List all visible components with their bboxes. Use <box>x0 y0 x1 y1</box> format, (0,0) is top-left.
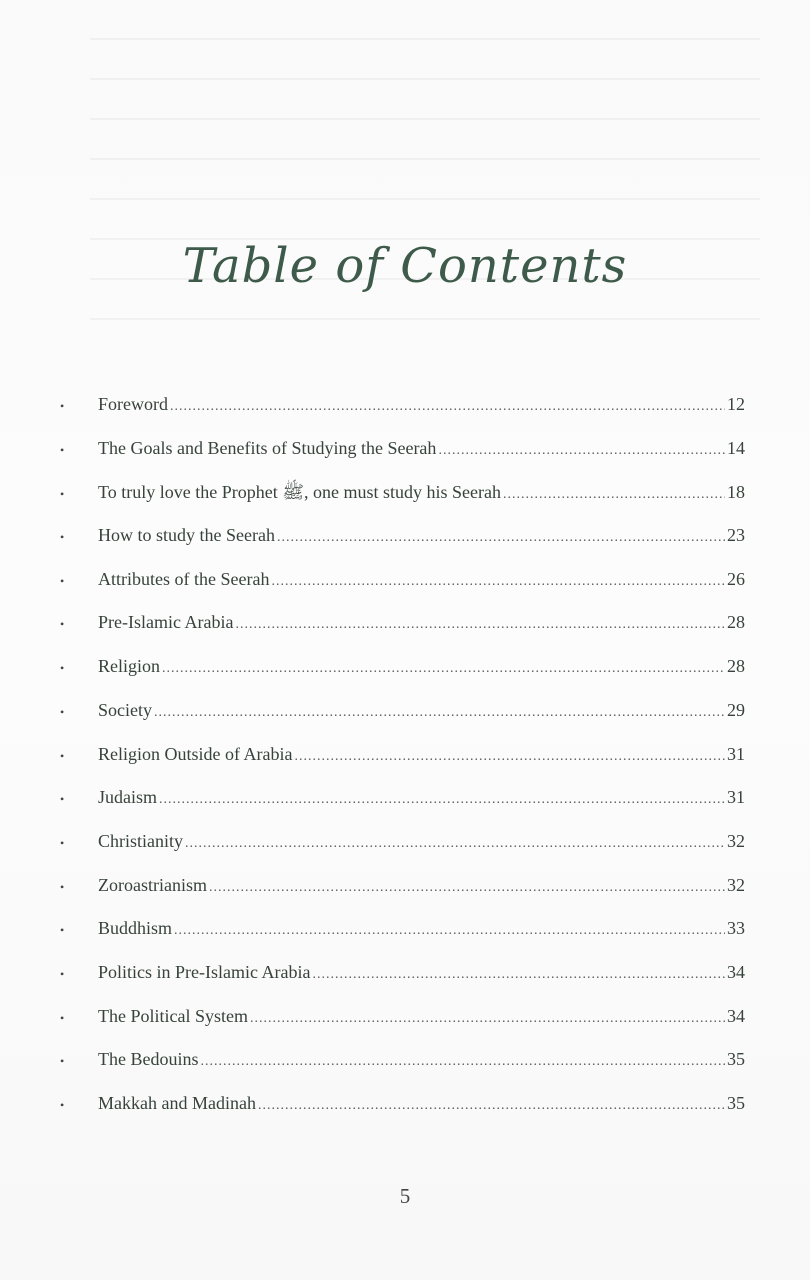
leader-dots <box>277 530 725 546</box>
toc-entry <box>60 1006 745 1050</box>
leader-dots <box>185 836 725 852</box>
leader-dots <box>174 923 725 939</box>
bullet-icon: • <box>60 617 65 632</box>
bullet-icon: • <box>60 442 65 457</box>
toc-label: Christianity <box>98 830 183 851</box>
bullet-icon: • <box>60 487 65 502</box>
toc-page: 34 <box>727 961 745 982</box>
bullet-icon: • <box>60 748 65 763</box>
leader-dots <box>154 705 725 721</box>
toc-entry <box>60 918 745 962</box>
leader-dots <box>162 661 725 677</box>
toc-page: 28 <box>727 656 745 677</box>
leader-dots <box>503 487 725 503</box>
toc-page: 29 <box>727 699 745 720</box>
toc-entry <box>60 744 745 788</box>
toc-label: Attributes of the Seerah <box>98 568 270 589</box>
toc-entry <box>60 481 745 525</box>
leader-dots <box>438 443 725 459</box>
bullet-icon: • <box>60 835 65 850</box>
bullet-icon: • <box>60 1098 65 1112</box>
toc-page: 14 <box>727 437 745 458</box>
toc-page: 32 <box>727 830 745 851</box>
leader-dots <box>201 1054 726 1070</box>
toc-label: Religion Outside of Arabia <box>98 743 293 764</box>
toc-label: Religion <box>98 656 160 677</box>
leader-dots <box>159 792 725 808</box>
leader-dots <box>235 617 725 633</box>
toc-label: Buddhism <box>98 918 173 939</box>
toc-label: The Goals and Benefits of Studying the Seerah <box>98 437 437 458</box>
bullet-icon: • <box>60 1010 65 1025</box>
bullet-icon: • <box>60 530 65 545</box>
toc-entry <box>60 962 745 1006</box>
bullet-icon: • <box>60 573 65 588</box>
toc-page: 31 <box>727 787 745 808</box>
toc-label: Politics in Pre-Islamic Arabia <box>98 961 311 982</box>
toc-entry <box>60 525 745 569</box>
bullet-icon: • <box>60 661 65 676</box>
bullet-icon: • <box>60 923 65 938</box>
toc-page: 32 <box>727 874 745 895</box>
bullet-icon: • <box>60 966 65 981</box>
page-title: Table of Contents <box>182 238 628 294</box>
leader-dots <box>209 880 725 896</box>
toc-entry <box>60 831 745 875</box>
toc-page: 28 <box>727 612 745 633</box>
toc-entry <box>60 1049 745 1093</box>
toc-page: 12 <box>727 394 745 414</box>
toc-label: Society <box>98 699 152 720</box>
leader-dots <box>250 1011 725 1027</box>
bullet-icon: • <box>60 792 65 807</box>
toc-label: Judaism <box>98 787 158 808</box>
toc-label: The Political System <box>98 1005 248 1026</box>
toc-page: 35 <box>727 1093 745 1113</box>
bullet-icon: • <box>60 399 65 413</box>
toc-entry <box>60 438 745 482</box>
bullet-icon: • <box>60 704 65 719</box>
toc-label: How to study the Seerah <box>98 525 275 546</box>
toc-page: 18 <box>727 482 745 503</box>
bullet-icon: • <box>60 879 65 894</box>
toc-entry <box>60 656 745 700</box>
toc-entry <box>60 612 745 656</box>
toc-entry <box>60 569 745 613</box>
toc-label: Zoroastrianism <box>98 874 207 895</box>
leader-dots <box>312 967 725 983</box>
toc-page: 31 <box>727 743 745 764</box>
toc-label: Foreword <box>98 394 168 414</box>
leader-dots <box>170 399 725 415</box>
toc-label: To truly love the Prophet ﷺ, one must study his Seerah <box>98 482 501 503</box>
toc-entry <box>60 394 745 438</box>
toc-label: Pre-Islamic Arabia <box>98 612 234 633</box>
toc-entry <box>60 875 745 919</box>
toc-entry <box>60 700 745 744</box>
leader-dots <box>294 749 725 765</box>
toc-list <box>60 394 745 1137</box>
toc-page: 34 <box>727 1005 745 1026</box>
toc-page: 23 <box>727 525 745 546</box>
leader-dots <box>258 1098 725 1114</box>
toc-page: 26 <box>727 568 745 589</box>
toc-page: 33 <box>727 918 745 939</box>
toc-entry <box>60 787 745 831</box>
leader-dots <box>271 574 725 590</box>
show-through-text <box>90 0 760 380</box>
toc-entry <box>60 1093 745 1137</box>
toc-label: The Bedouins <box>98 1049 199 1070</box>
page-number: 5 <box>399 1184 411 1208</box>
toc-label: Makkah and Madinah <box>98 1093 256 1113</box>
toc-page: 35 <box>727 1049 745 1070</box>
bullet-icon: • <box>60 1054 65 1069</box>
